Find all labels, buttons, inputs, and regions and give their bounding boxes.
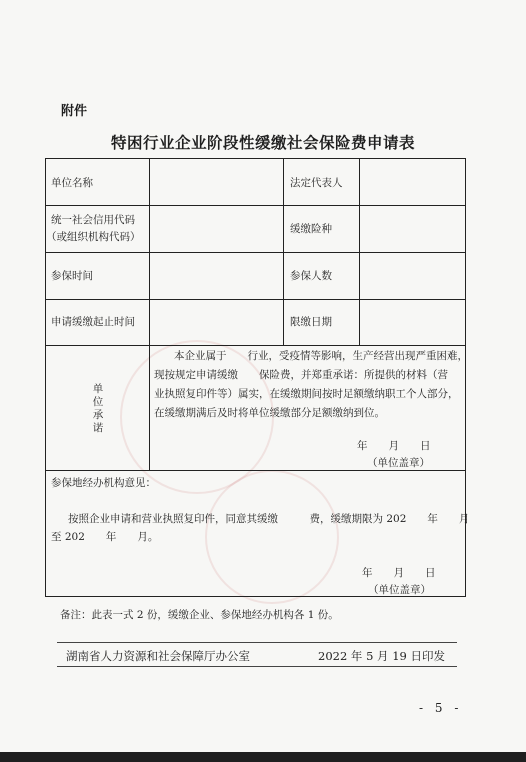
organization-code-label: （或组织机构代码） [46, 231, 141, 243]
commitment-line-4: 在缓缴期满后及时将单位缓缴部分足额缴纳到位。 [154, 407, 385, 419]
unit-name-label: 单位名称 [51, 177, 93, 189]
form-note: 备注：此表一式 2 份，缓缴企业、参保地经办机构各 1 份。 [60, 609, 339, 621]
deferral-period-label: 申请缓缴起止时间 [51, 316, 135, 328]
issue-date: 2022 年 5 月 19 日印发 [318, 649, 445, 663]
commitment-line-1: 本企业属于 行业，受疫情等影响，生产经营出现严重困难， [174, 350, 468, 362]
row-divider [45, 205, 466, 206]
bottom-edge [0, 752, 526, 762]
column-divider [149, 158, 150, 470]
agency-opinion-line-1: 按照企业申请和营业执照复印件，同意其缓缴 费，缓缴期限为 202 年 月 [68, 513, 470, 525]
deadline-label: 限缴日期 [290, 316, 332, 328]
credit-code-label: 统一社会信用代码 [51, 214, 135, 226]
agency-date: 年 月 日 [362, 567, 436, 579]
agency-opinion-label: 参保地经办机构意见： [51, 477, 156, 489]
commitment-date: 年 月 日 [357, 440, 431, 452]
agency-opinion-line-2: 至 202 年 月。 [51, 531, 159, 543]
insurance-type-label: 缓缴险种 [290, 223, 332, 235]
footer-bottom-rule [57, 666, 457, 667]
issuing-office: 湖南省人力资源和社会保障厅办公室 [66, 649, 250, 663]
row-divider [45, 299, 466, 300]
commitment-line-2: 现按规定申请缓缴 保险费，并郑重承诺：所提供的材料（营 [154, 369, 448, 381]
column-divider [359, 158, 360, 345]
form-title: 特困行业企业阶段性缓缴社会保险费申请表 [110, 134, 415, 152]
column-divider [283, 158, 284, 345]
row-divider [45, 252, 466, 253]
commitment-line-3: 业执照复印件等）属实，在缓缴期间按时足额缴纳职工个人部分， [154, 388, 459, 400]
enrolled-count-label: 参保人数 [290, 270, 332, 282]
row-divider [45, 470, 466, 471]
commitment-seal: （单位盖章） [367, 457, 430, 469]
page-number: - 5 - [419, 701, 463, 715]
commitment-label: 单位承诺 [92, 383, 104, 434]
attachment-label: 附件 [61, 104, 88, 119]
agency-seal: （单位盖章） [368, 584, 431, 596]
enrollment-time-label: 参保时间 [51, 270, 93, 282]
row-divider [45, 345, 466, 346]
legal-representative-label: 法定代表人 [290, 177, 343, 189]
footer-top-rule [57, 642, 457, 643]
